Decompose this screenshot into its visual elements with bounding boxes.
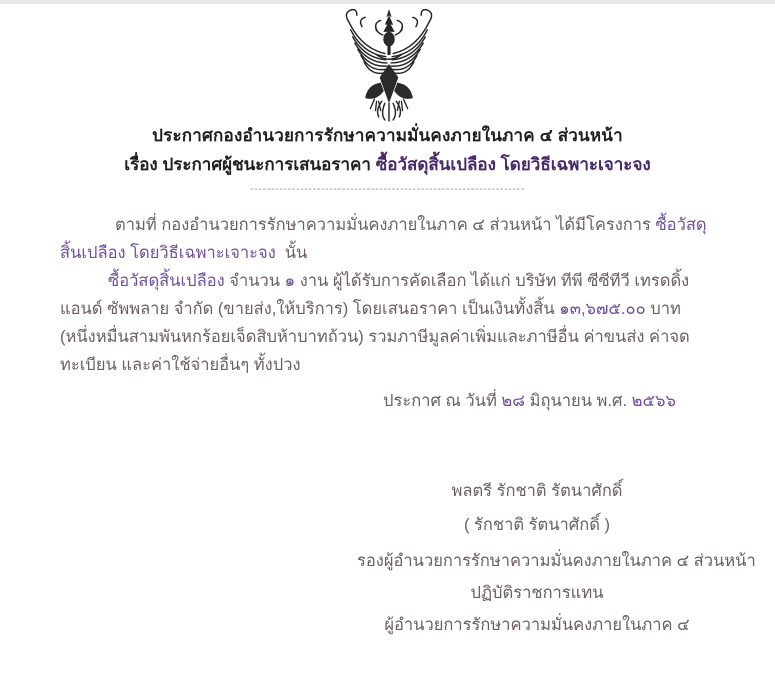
- date-day: ๒๘: [501, 392, 526, 410]
- body-paragraph-winner: [60, 267, 718, 379]
- announcement-subject: [0, 151, 775, 178]
- para1-tail: นั้น: [284, 244, 308, 262]
- subject-procurement-phrase: ซื้อวัสดุสิ้นเปลือง โดยวิธีเฉพาะเจาะจง: [375, 155, 651, 174]
- para2-quantity: ๑: [284, 272, 296, 290]
- garuda-crown: [383, 9, 394, 32]
- signer-rank-name: พลตรี รักชาติ รัตนาศักดิ์: [451, 482, 623, 500]
- para1-lead: ตามที่ กองอำนวยการรักษาความมั่นคงภายในภาค ๔ ส่วนหน้า ได้มีโครงการ: [115, 216, 656, 234]
- para2-amount: ๑๓,๖๗๕.๐๐: [559, 300, 646, 318]
- acting-on-behalf-label: ปฏิบัติราชการแทน: [470, 584, 604, 602]
- body-paragraph-reference: [60, 211, 718, 267]
- para2-amount-words: บาท (หนึ่งหมื่นสามพันหกร้อยเจ็ดสิบห้าบาทถ้วน) รวมภาษีมูลค่าเพิ่มและภาษีอื่น ค่าขนส่ง ค่าจดทะเบียน และค่าใช้จ่ายอื่นๆ ทั้งปวง: [60, 300, 690, 374]
- date-month-era: มิถุนายน พ.ศ.: [525, 392, 632, 410]
- para2-qty-label: จำนวน: [229, 272, 285, 290]
- signature-block: [357, 478, 756, 648]
- para1-procurement-phrase: ซื้อวัสดุสิ้นเปลือง โดยวิธีเฉพาะเจาะจง: [60, 216, 707, 262]
- garuda-right-wing: [390, 10, 432, 74]
- para2-item: ซื้อวัสดุสิ้นเปลือง: [108, 272, 230, 290]
- date-prefix: ประกาศ ณ วันที่: [383, 392, 502, 410]
- announcement-title: ประกาศกองอำนวยการรักษาความมั่นคงภายในภาค ๔ ส่วนหน้า: [152, 126, 623, 145]
- garuda-left-wing: [346, 10, 388, 74]
- page-top-edge: [0, 0, 775, 4]
- date-year: ๒๕๖๖: [631, 392, 676, 410]
- para2-winner-details: งาน ผู้ได้รับการคัดเลือก ได้แก่ บริษัท ทีพี ซีซีทีวี เทรดดิ้ง แอนด์ ซัพพลาย จำกัด (ขายส่ง,ให้บริการ) โดยเสนอราคา เป็นเงินทั้งสิ้น: [60, 272, 690, 318]
- dashed-separator: ------------------------------------------------------------------: [250, 183, 525, 195]
- garuda-emblem-icon: [337, 8, 441, 122]
- subject-prefix: เรื่อง ประกาศผู้ชนะการเสนอราคา: [124, 155, 376, 174]
- announcement-date-line: [383, 388, 676, 414]
- signer-name-parenthesized: ( รักชาติ รัตนาศักดิ์ ): [463, 516, 611, 534]
- signer-position-director: ผู้อำนวยการรักษาความมั่นคงภายในภาค ๔: [384, 616, 690, 634]
- signer-position-deputy-director: รองผู้อำนวยการรักษาความมั่นคงภายในภาค ๔ ส่วนหน้า: [357, 552, 756, 570]
